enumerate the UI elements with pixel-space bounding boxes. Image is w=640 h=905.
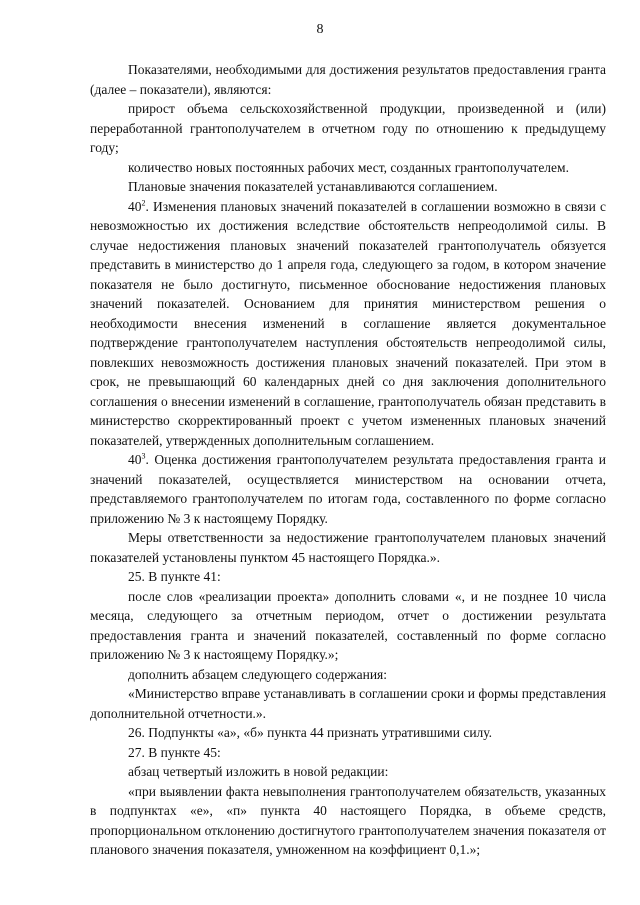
paragraph: 27. В пункте 45: [128, 744, 221, 760]
paragraph: «при выявлении факта невыполнения грантополучателем обязательств, указанных в подпунктах «е», «п» пункта 40 настоящего Порядка, в объеме средств, пропорциональном отклонению достигнутого грантополучателем значения показателя от планового значения показателя, умноженном на коэффициент 0,1.»; [90, 783, 606, 857]
page-number: 8 [316, 22, 324, 37]
clause-superscript: 2 [141, 198, 146, 207]
paragraph: прирост объема сельскохозяйственной продукции, произведенной и (или) переработанной грантополучателем в отчетном году по отношению к предыдущему году; [90, 101, 606, 155]
paragraph: после слов «реализации проекта» дополнить словами «, и не позднее 10 числа месяца, следующего за отчетным периодом, отчет о достижении результата предоставления гранта и значений показателей, составленный по форме согласно приложению № 3 к настоящему Порядку.»; [90, 588, 606, 662]
paragraph: абзац четвертый изложить в новой редакции: [128, 764, 389, 779]
clause-number: 40 [128, 452, 142, 467]
clause-superscript: 3 [141, 451, 146, 461]
clause-40-3 [90, 450, 606, 528]
paragraph: Плановые значения показателей устанавливаются соглашением. [128, 179, 498, 194]
clause-text: . Оценка достижения грантополучателем результата предоставления гранта и значений показателей, осуществляется министерством на основании отчета, представляемого грантополучателем по итогам года, составленного по форме согласно приложению № 3 к настоящему Порядку. [90, 452, 606, 526]
paragraph: Меры ответственности за недостижение грантополучателем плановых значений показателей установлены пунктом 45 настоящего Порядка.». [90, 530, 606, 565]
clause-text: . Изменения плановых значений показателей в соглашении возможно в связи с невозможностью их достижения вследствие обстоятельств непреодолимой силы. В случае недостижения плановых значений показателей грантополучатель обязуется представить в министерство до 1 апреля года, следующего за годом, в котором значение показателя не было достигнуто, письменное обоснование недостижения плановых значений показателей. Основанием для принятия министерством решения о необходимости внесения изменений в соглашение является документальное подтверждение грантополучателем наступления обстоятельств непреодолимой силы, повлекших невозможность достижения плановых значений показателей. При этом в срок, не превышающий 60 календарных дней со дня заключения дополнительного соглашения о внесении изменений в соглашение, грантополучатель обязан представить в министерство скорректированный проект с учетом измененных плановых значений показателей, утвержденных дополнительным соглашением. [90, 198, 606, 448]
document-body [90, 60, 606, 860]
paragraph: количество новых постоянных рабочих мест, созданных грантополучателем. [128, 159, 569, 175]
paragraph: «Министерство вправе устанавливать в соглашении сроки и формы представления дополнительной отчетности.». [90, 686, 606, 721]
clause-number: 40 [128, 198, 142, 214]
paragraph: 26. Подпункты «а», «б» пункта 44 признать утратившими силу. [128, 725, 493, 740]
paragraph: Показателями, необходимыми для достижения результатов предоставления гранта (далее – показатели), являются: [90, 62, 606, 97]
paragraph: 25. В пункте 41: [128, 569, 221, 584]
clause-40-2 [90, 197, 606, 451]
paragraph: дополнить абзацем следующего содержания: [128, 666, 388, 682]
